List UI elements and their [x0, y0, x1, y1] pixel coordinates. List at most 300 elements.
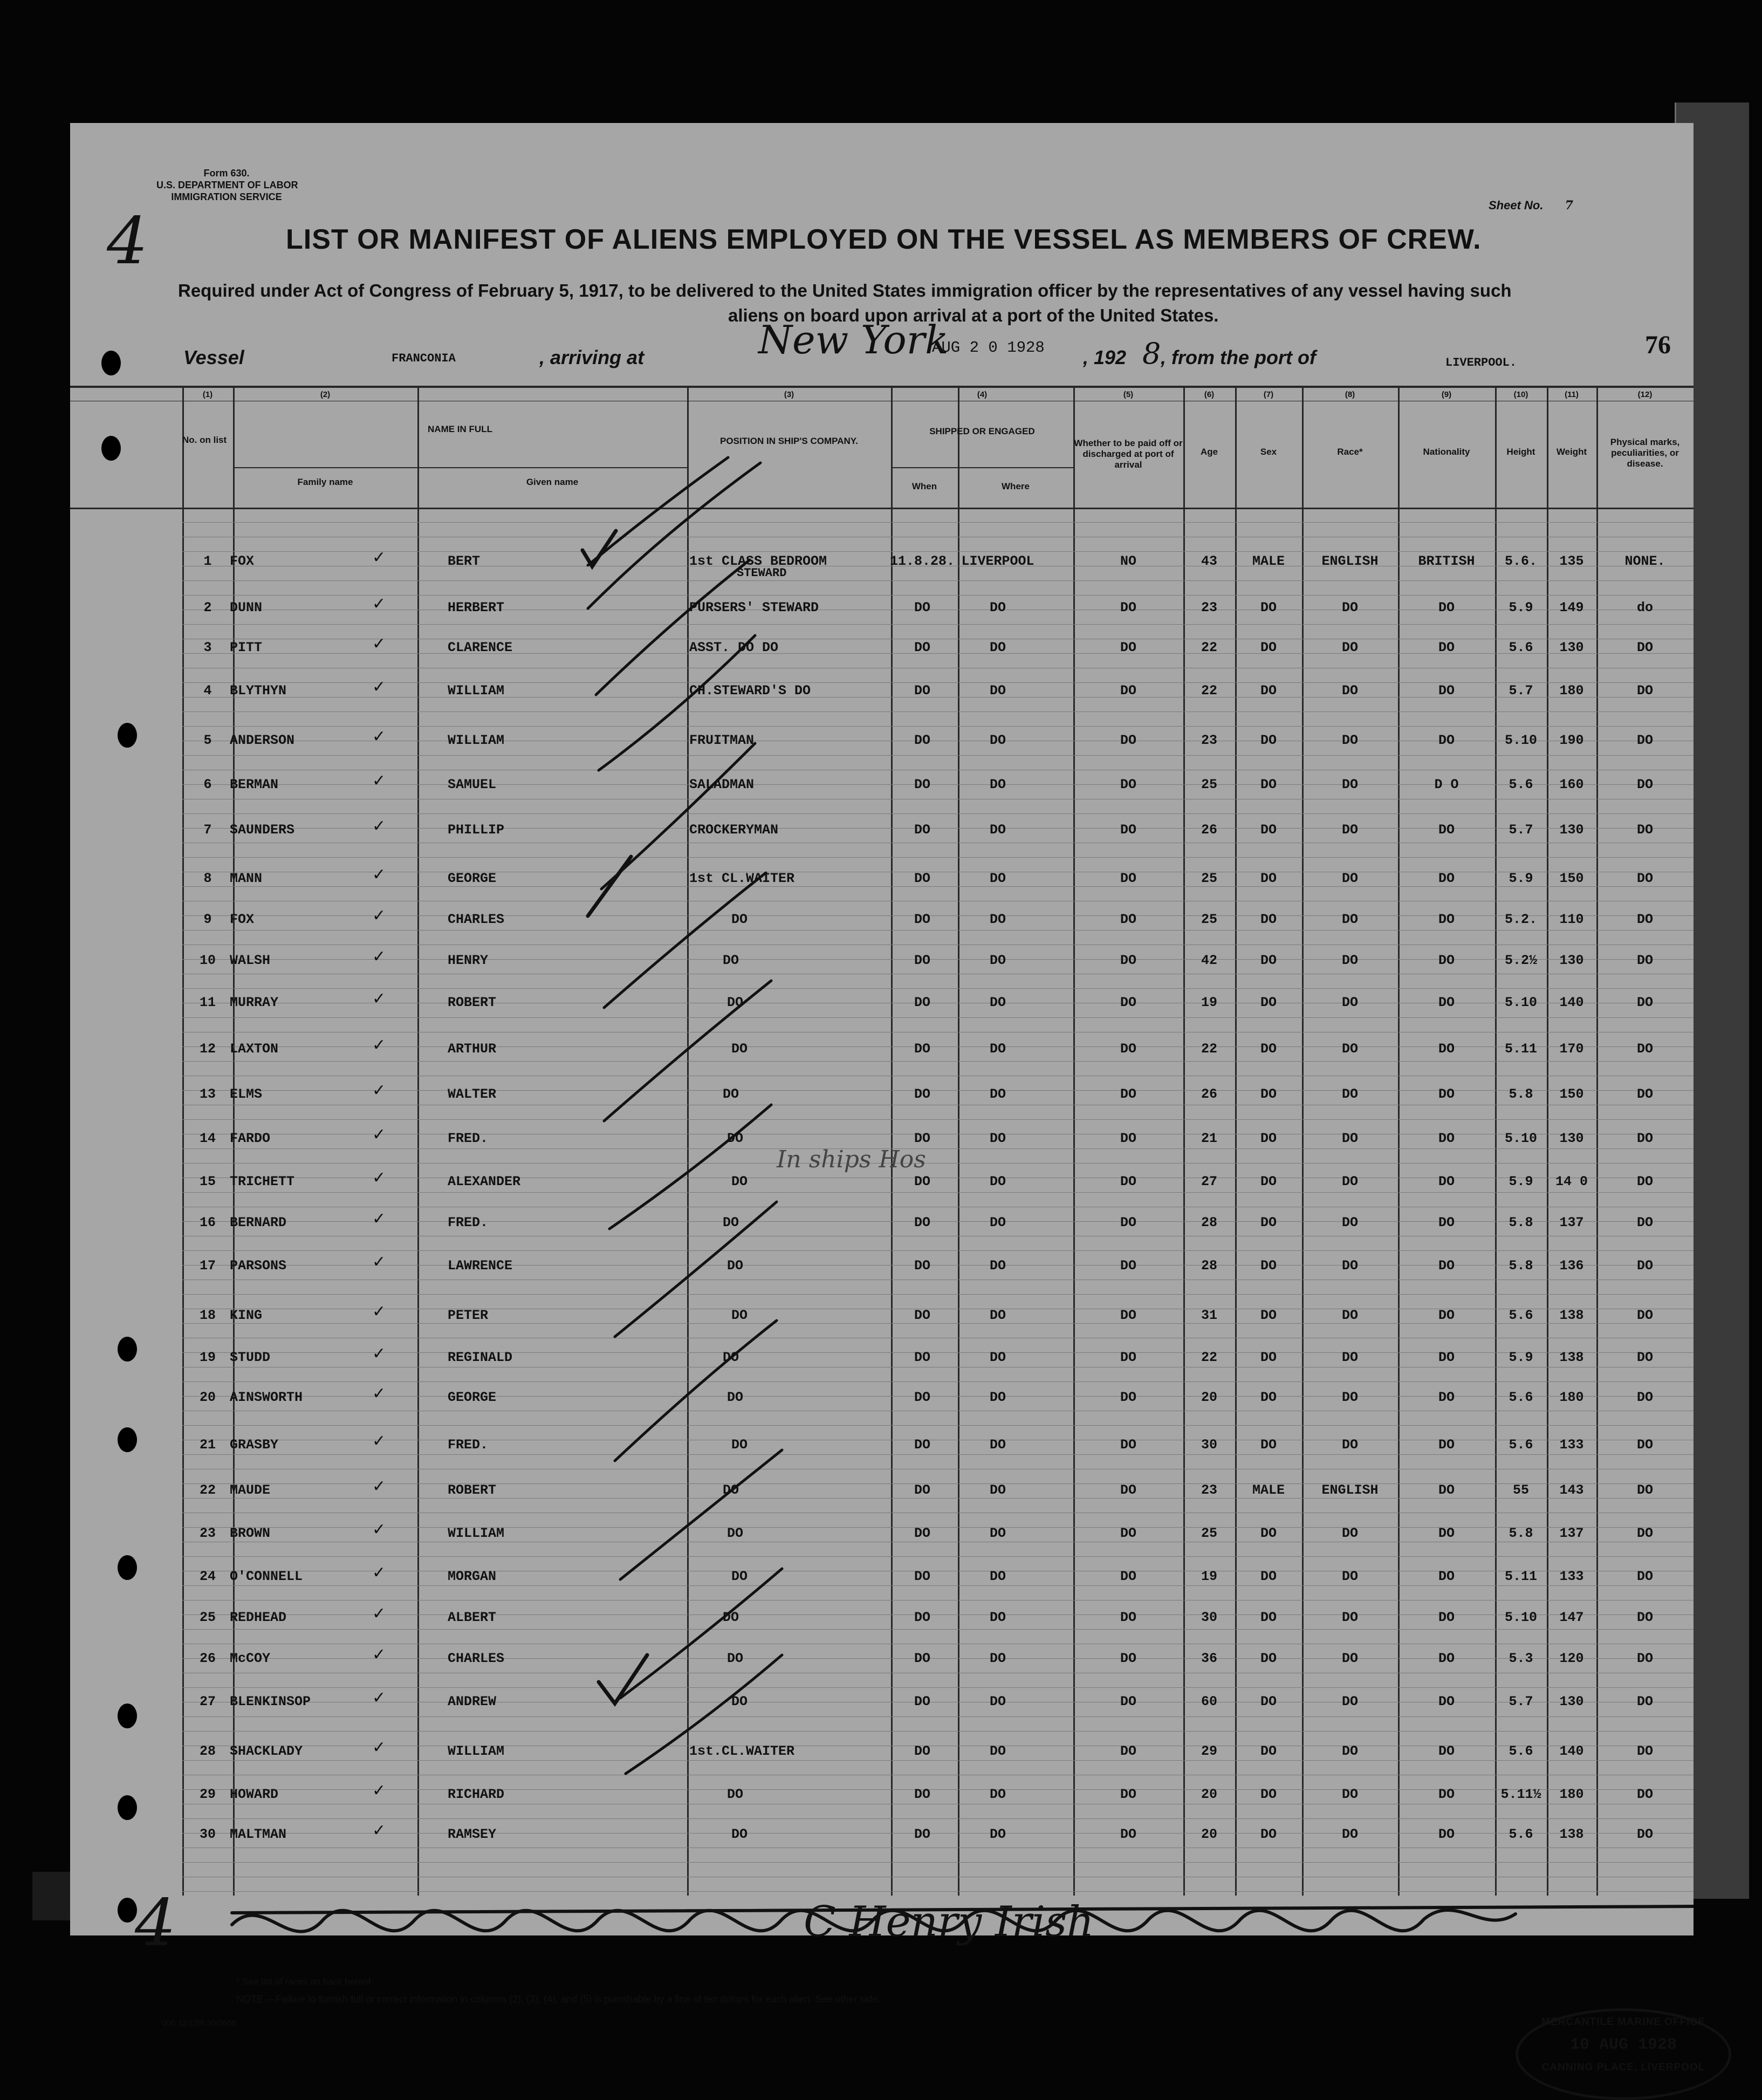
manifest-sheet — [70, 123, 1705, 2073]
nationality: DO — [1438, 640, 1455, 655]
race: DO — [1341, 1787, 1359, 1802]
given-name: WILLIAM — [448, 683, 505, 699]
weight: 137 — [1559, 1526, 1584, 1541]
height: 5.6. — [1504, 553, 1538, 569]
shipped-where: DO — [989, 1694, 1006, 1709]
race: DO — [1341, 822, 1359, 838]
paid-off: DO — [1120, 1258, 1137, 1274]
position: CROCKERYMAN — [689, 822, 779, 838]
row-number: 23 — [199, 1526, 216, 1541]
shipped-when: DO — [914, 1787, 931, 1802]
given-name: ROBERT — [448, 995, 497, 1010]
shipped-where: DO — [989, 1174, 1006, 1189]
weight: 130 — [1559, 1131, 1584, 1146]
physical-marks: DO — [1636, 683, 1654, 699]
weight: 143 — [1559, 1482, 1584, 1498]
shipped-when: DO — [914, 953, 931, 968]
height: 5.3 — [1509, 1651, 1533, 1666]
given-name: WILLIAM — [448, 1743, 505, 1759]
physical-marks: DO — [1636, 1482, 1654, 1498]
shipped-when: DO — [914, 1651, 931, 1666]
margin-mark-bottom: 4 — [135, 1886, 176, 1961]
shipped-when: DO — [914, 1390, 931, 1405]
shipped-where: DO — [989, 1131, 1006, 1146]
race: DO — [1341, 1827, 1359, 1842]
checkmark-icon: ✓ — [372, 635, 386, 653]
family-name: PITT — [230, 640, 263, 655]
race: DO — [1341, 1041, 1359, 1057]
nationality: DO — [1438, 1827, 1455, 1842]
given-name: FRED. — [448, 1131, 489, 1146]
height: 55 — [1512, 1482, 1530, 1498]
paid-off: DO — [1120, 1174, 1137, 1189]
paid-off: DO — [1120, 733, 1137, 748]
shipped-where: DO — [989, 1350, 1006, 1365]
checkmark-icon: ✓ — [372, 1689, 386, 1707]
page-number: 76 — [1645, 331, 1671, 359]
pen-stroke — [615, 1202, 777, 1337]
given-name: WALTER — [448, 1086, 497, 1102]
height: 5.6 — [1509, 1827, 1533, 1842]
sex: DO — [1260, 953, 1277, 968]
weight: 120 — [1559, 1651, 1584, 1666]
given-name: RAMSEY — [448, 1827, 497, 1842]
paid-off: DO — [1120, 1350, 1137, 1365]
position: DO — [731, 1437, 748, 1453]
physical-marks: DO — [1636, 953, 1654, 968]
position: DO — [731, 912, 748, 927]
sex: DO — [1260, 995, 1277, 1010]
given-name: WILLIAM — [448, 733, 505, 748]
shipped-when: DO — [914, 1041, 931, 1057]
height: 5.6 — [1509, 1437, 1533, 1453]
checkmark-icon: ✓ — [372, 772, 386, 790]
shipped-where: DO — [989, 1743, 1006, 1759]
race: DO — [1341, 1694, 1359, 1709]
nationality: DO — [1438, 912, 1455, 927]
handwritten-note-row15: In ships Hos — [777, 1146, 926, 1173]
height: 5.8 — [1509, 1215, 1533, 1230]
position: DO — [731, 1308, 748, 1323]
race: DO — [1341, 1131, 1359, 1146]
shipped-where: DO — [989, 1390, 1006, 1405]
sex: DO — [1260, 600, 1277, 615]
nationality: D O — [1434, 777, 1459, 792]
shipped-where: DO — [989, 1827, 1006, 1842]
age: 30 — [1201, 1437, 1218, 1453]
height: 5.8 — [1509, 1258, 1533, 1274]
position: DO — [727, 995, 744, 1010]
sex: DO — [1260, 1041, 1277, 1057]
service-name: IMMIGRATION SERVICE — [171, 191, 282, 202]
nationality: DO — [1438, 1569, 1455, 1584]
column-number: (9) — [1441, 390, 1452, 399]
family-name: BLYTHYN — [230, 683, 287, 699]
header-nationality: Nationality — [1423, 447, 1470, 457]
weight: 138 — [1559, 1308, 1584, 1323]
nationality: DO — [1438, 995, 1455, 1010]
position: DO — [731, 1041, 748, 1057]
row-number: 5 — [203, 733, 212, 748]
family-name: AINSWORTH — [230, 1390, 303, 1405]
pen-stroke — [604, 873, 766, 1008]
race: DO — [1341, 1215, 1359, 1230]
physical-marks: DO — [1636, 1827, 1654, 1842]
given-name: LAWRENCE — [448, 1258, 513, 1274]
paid-off: DO — [1120, 1526, 1137, 1541]
position: DO — [723, 1215, 739, 1230]
row-number: 8 — [203, 871, 212, 886]
given-name: ANDREW — [448, 1694, 497, 1709]
checkmark-icon: ✓ — [372, 1253, 386, 1271]
position: ASST. DO DO — [689, 640, 779, 655]
shipped-where: DO — [989, 1258, 1006, 1274]
vessel-name: FRANCONIA — [392, 352, 456, 365]
paid-off: DO — [1120, 600, 1137, 615]
shipped-where: DO — [989, 1610, 1006, 1625]
checkmark-icon: ✓ — [372, 1126, 386, 1144]
row-number: 1 — [203, 553, 212, 569]
race: ENGLISH — [1321, 553, 1379, 569]
header-race: Race* — [1337, 447, 1363, 457]
height: 5.9 — [1509, 1350, 1533, 1365]
paid-off: DO — [1120, 1215, 1137, 1230]
shipped-where: DO — [989, 640, 1006, 655]
race: ENGLISH — [1321, 1482, 1379, 1498]
height: 5.6 — [1509, 1308, 1533, 1323]
shipped-where: DO — [989, 953, 1006, 968]
shipped-when: DO — [914, 1482, 931, 1498]
position: SALADMAN — [689, 777, 755, 792]
given-name: GEORGE — [448, 871, 497, 886]
given-name: ARTHUR — [448, 1041, 497, 1057]
position: CH.STEWARD'S DO — [689, 683, 811, 699]
position: PURSERS' STEWARD — [689, 600, 819, 615]
header-paid-off: Whether to be paid off or discharged at port of arrival — [1074, 438, 1183, 470]
page-title: LIST OR MANIFEST OF ALIENS EMPLOYED ON THE VESSEL AS MEMBERS OF CREW. — [286, 224, 1482, 255]
physical-marks: DO — [1636, 1350, 1654, 1365]
department-name: U.S. DEPARTMENT OF LABOR — [156, 180, 298, 190]
race: DO — [1341, 777, 1359, 792]
form-number: Form 630. — [203, 168, 250, 179]
departure-port: LIVERPOOL. — [1445, 356, 1517, 370]
checkmark-icon: ✓ — [372, 1345, 386, 1363]
pen-stroke — [601, 743, 755, 889]
sex: DO — [1260, 912, 1277, 927]
nationality: DO — [1438, 1482, 1455, 1498]
shipped-when: DO — [914, 1743, 931, 1759]
shipped-when: DO — [914, 777, 931, 792]
shipped-where: DO — [989, 1787, 1006, 1802]
weight: 138 — [1559, 1350, 1584, 1365]
age: 25 — [1201, 777, 1218, 792]
family-name: HOWARD — [230, 1787, 279, 1802]
checkmark-icon: ✓ — [372, 817, 386, 835]
height: 5.9 — [1509, 1174, 1533, 1189]
physical-marks: DO — [1636, 995, 1654, 1010]
nationality: DO — [1438, 1086, 1455, 1102]
checkmark-icon: ✓ — [372, 1564, 386, 1582]
position-continued: STEWARD — [737, 566, 787, 580]
checkmark-icon: ✓ — [372, 1082, 386, 1099]
seal-bottom-text: CANNING PLACE, LIVERPOOL — [1541, 2062, 1705, 2073]
shipped-when: DO — [914, 733, 931, 748]
shipped-when: DO — [914, 1308, 931, 1323]
column-number: (3) — [784, 390, 794, 399]
race: DO — [1341, 640, 1359, 655]
age: 23 — [1201, 733, 1218, 748]
paid-off: DO — [1120, 1131, 1137, 1146]
position: DO — [727, 1526, 744, 1541]
arrival-port: New York — [758, 317, 949, 362]
family-name: KING — [230, 1308, 263, 1323]
given-name: PETER — [448, 1308, 489, 1323]
pen-stroke — [599, 635, 755, 770]
shipped-when: DO — [914, 1526, 931, 1541]
sex: DO — [1260, 1131, 1277, 1146]
position: DO — [727, 1131, 744, 1146]
checkmark-icon: ✓ — [372, 1169, 386, 1187]
checkmark-icon: ✓ — [372, 1782, 386, 1800]
height: 5.2. — [1504, 912, 1538, 927]
header-when: When — [911, 481, 937, 491]
physical-marks: DO — [1636, 777, 1654, 792]
physical-marks: DO — [1636, 1610, 1654, 1625]
paid-off: DO — [1120, 1569, 1137, 1584]
row-number: 15 — [199, 1174, 216, 1189]
sex: DO — [1260, 822, 1277, 838]
nationality: DO — [1438, 1526, 1455, 1541]
physical-marks: DO — [1636, 1086, 1654, 1102]
shipped-when: DO — [914, 1350, 931, 1365]
age: 20 — [1201, 1390, 1218, 1405]
sex: DO — [1260, 871, 1277, 886]
height: 5.9 — [1509, 600, 1533, 615]
subtitle-line-2: aliens on board upon arrival at a port of the United States. — [728, 305, 1219, 325]
family-name: SAUNDERS — [230, 822, 295, 838]
race: DO — [1341, 1258, 1359, 1274]
race: DO — [1341, 733, 1359, 748]
row-number: 20 — [199, 1390, 216, 1405]
shipped-when: DO — [914, 1131, 931, 1146]
race: DO — [1341, 1743, 1359, 1759]
position: FRUITMAN — [689, 733, 755, 748]
family-name: O'CONNELL — [230, 1569, 303, 1584]
shipped-where: DO — [989, 1651, 1006, 1666]
shipped-when: DO — [914, 1174, 931, 1189]
row-number: 12 — [199, 1041, 216, 1057]
shipped-where: DO — [989, 822, 1006, 838]
header-sex: Sex — [1260, 447, 1277, 457]
height: 5.10 — [1504, 1131, 1538, 1146]
position: DO — [731, 1827, 748, 1842]
family-name: BERNARD — [230, 1215, 287, 1230]
shipped-when: DO — [914, 1086, 931, 1102]
sex: DO — [1260, 1258, 1277, 1274]
family-name: GRASBY — [230, 1437, 279, 1453]
weight: 130 — [1559, 953, 1584, 968]
nationality: DO — [1438, 733, 1455, 748]
row-number: 24 — [199, 1569, 216, 1584]
paid-off: DO — [1120, 871, 1137, 886]
header-weight: Weight — [1556, 447, 1587, 457]
given-name: SAMUEL — [448, 777, 497, 792]
position: DO — [723, 1086, 739, 1102]
age: 60 — [1201, 1694, 1218, 1709]
weight: 180 — [1559, 1787, 1584, 1802]
column-number: (6) — [1204, 390, 1215, 399]
pen-stroke — [588, 457, 728, 565]
weight: 130 — [1559, 1694, 1584, 1709]
arriving-label: , arriving at — [539, 346, 645, 368]
physical-marks: DO — [1636, 1651, 1654, 1666]
header-given-name: Given name — [526, 477, 579, 487]
physical-marks: DO — [1636, 1041, 1654, 1057]
race: DO — [1341, 912, 1359, 927]
checkmark-icon: ✓ — [372, 1646, 386, 1664]
sex: DO — [1260, 1174, 1277, 1189]
shipped-where: DO — [989, 1482, 1006, 1498]
given-name: BERT — [448, 553, 481, 569]
row-number: 26 — [199, 1651, 216, 1666]
height: 5.11½ — [1500, 1787, 1541, 1802]
race: DO — [1341, 871, 1359, 886]
shipped-when: DO — [914, 600, 931, 615]
footer-race-note: * See list of races on back hereof. — [236, 1976, 374, 1987]
checkmark-icon: ✓ — [372, 1210, 386, 1228]
position: 1st CLASS BEDROOM — [689, 553, 827, 569]
physical-marks: DO — [1636, 871, 1654, 886]
shipped-where: DO — [989, 777, 1006, 792]
checkmark-icon: ✓ — [372, 1385, 386, 1403]
checkmark-icon: ✓ — [372, 1303, 386, 1321]
sex: DO — [1260, 1787, 1277, 1802]
weight: 130 — [1559, 822, 1584, 838]
weight: 140 — [1559, 1743, 1584, 1759]
paid-off: DO — [1120, 953, 1137, 968]
checkmark-icon: ✓ — [372, 1822, 386, 1839]
shipped-where: DO — [989, 871, 1006, 886]
paid-off: NO — [1120, 553, 1137, 569]
shipped-where: DO — [989, 1041, 1006, 1057]
race: DO — [1341, 1526, 1359, 1541]
paid-off: DO — [1120, 1308, 1137, 1323]
row-number: 11 — [199, 995, 216, 1010]
height: 5.10 — [1504, 733, 1538, 748]
position: 1st.CL.WAITER — [689, 1743, 795, 1759]
column-number: (7) — [1263, 390, 1274, 399]
checkmark-icon: ✓ — [372, 595, 386, 613]
row-number: 30 — [199, 1827, 216, 1842]
position: DO — [727, 1258, 744, 1274]
weight: 14 0 — [1555, 1174, 1588, 1189]
nationality: DO — [1438, 822, 1455, 838]
signature: C Henry Irish — [804, 1898, 1094, 1946]
race: DO — [1341, 1651, 1359, 1666]
checkmark-icon: ✓ — [372, 1521, 386, 1538]
year-label: , 192 — [1083, 346, 1127, 368]
age: 28 — [1201, 1215, 1218, 1230]
pen-stroke — [609, 1105, 771, 1229]
age: 20 — [1201, 1827, 1218, 1842]
family-name: BLENKINSOP — [230, 1694, 311, 1709]
sex: DO — [1260, 1827, 1277, 1842]
row-number: 10 — [199, 953, 216, 968]
nationality: DO — [1438, 1350, 1455, 1365]
shipped-when: DO — [914, 1827, 931, 1842]
given-name: ALEXANDER — [448, 1174, 521, 1189]
family-name: SHACKLADY — [230, 1743, 303, 1759]
height: 5.6 — [1509, 640, 1533, 655]
column-number: (5) — [1123, 390, 1134, 399]
race: DO — [1341, 1390, 1359, 1405]
row-number: 19 — [199, 1350, 216, 1365]
weight: 136 — [1559, 1258, 1584, 1274]
underlying-sheet-corner — [32, 1872, 76, 1920]
family-name: TRICHETT — [230, 1174, 295, 1189]
given-name: CLARENCE — [448, 640, 513, 655]
height: 5.8 — [1509, 1086, 1533, 1102]
shipped-when: DO — [914, 822, 931, 838]
shipped-when: DO — [914, 1258, 931, 1274]
position: DO — [731, 1694, 748, 1709]
given-name: HERBERT — [448, 600, 505, 615]
checkmark-icon: ✓ — [372, 1605, 386, 1623]
physical-marks: DO — [1636, 1131, 1654, 1146]
weight: 170 — [1559, 1041, 1584, 1057]
column-number: (1) — [202, 390, 213, 399]
family-name: FARDO — [230, 1131, 271, 1146]
race: DO — [1341, 1437, 1359, 1453]
family-name: WALSH — [230, 953, 271, 968]
header-age: Age — [1200, 447, 1218, 457]
height: 5.7 — [1509, 822, 1533, 838]
age: 26 — [1201, 822, 1218, 838]
family-name: MALTMAN — [230, 1827, 287, 1842]
family-name: FOX — [230, 912, 255, 927]
weight: 147 — [1559, 1610, 1584, 1625]
age: 22 — [1201, 1041, 1218, 1057]
age: 25 — [1201, 912, 1218, 927]
race: DO — [1341, 1569, 1359, 1584]
shipped-when: DO — [914, 1569, 931, 1584]
checkmark-icon: ✓ — [372, 678, 386, 696]
pen-stroke — [620, 1569, 782, 1698]
footer-note: NOTE.—Failure to furnish full or correct information in columns (2), (3), (4), and (5) is punishable by a fine of ten dollars for each alien. See other side. — [236, 1994, 881, 2005]
race: DO — [1341, 953, 1359, 968]
paid-off: DO — [1120, 1041, 1137, 1057]
sex: MALE — [1252, 1482, 1285, 1498]
physical-marks: DO — [1636, 912, 1654, 927]
given-name: PHILLIP — [448, 822, 505, 838]
row-number: 13 — [199, 1086, 216, 1102]
weight: 150 — [1559, 1086, 1584, 1102]
paid-off: DO — [1120, 912, 1137, 927]
sex: DO — [1260, 1215, 1277, 1230]
age: 25 — [1201, 871, 1218, 886]
age: 23 — [1201, 600, 1218, 615]
shipped-where: LIVERPOOL — [961, 553, 1034, 569]
row-number: 14 — [199, 1131, 216, 1146]
shipped-when: DO — [914, 912, 931, 927]
physical-marks: DO — [1636, 1526, 1654, 1541]
height: 5.7 — [1509, 1694, 1533, 1709]
paid-off: DO — [1120, 1827, 1137, 1842]
height: 5.11 — [1504, 1569, 1538, 1584]
physical-marks: DO — [1636, 1258, 1654, 1274]
given-name: ROBERT — [448, 1482, 497, 1498]
row-number: 9 — [203, 912, 212, 927]
